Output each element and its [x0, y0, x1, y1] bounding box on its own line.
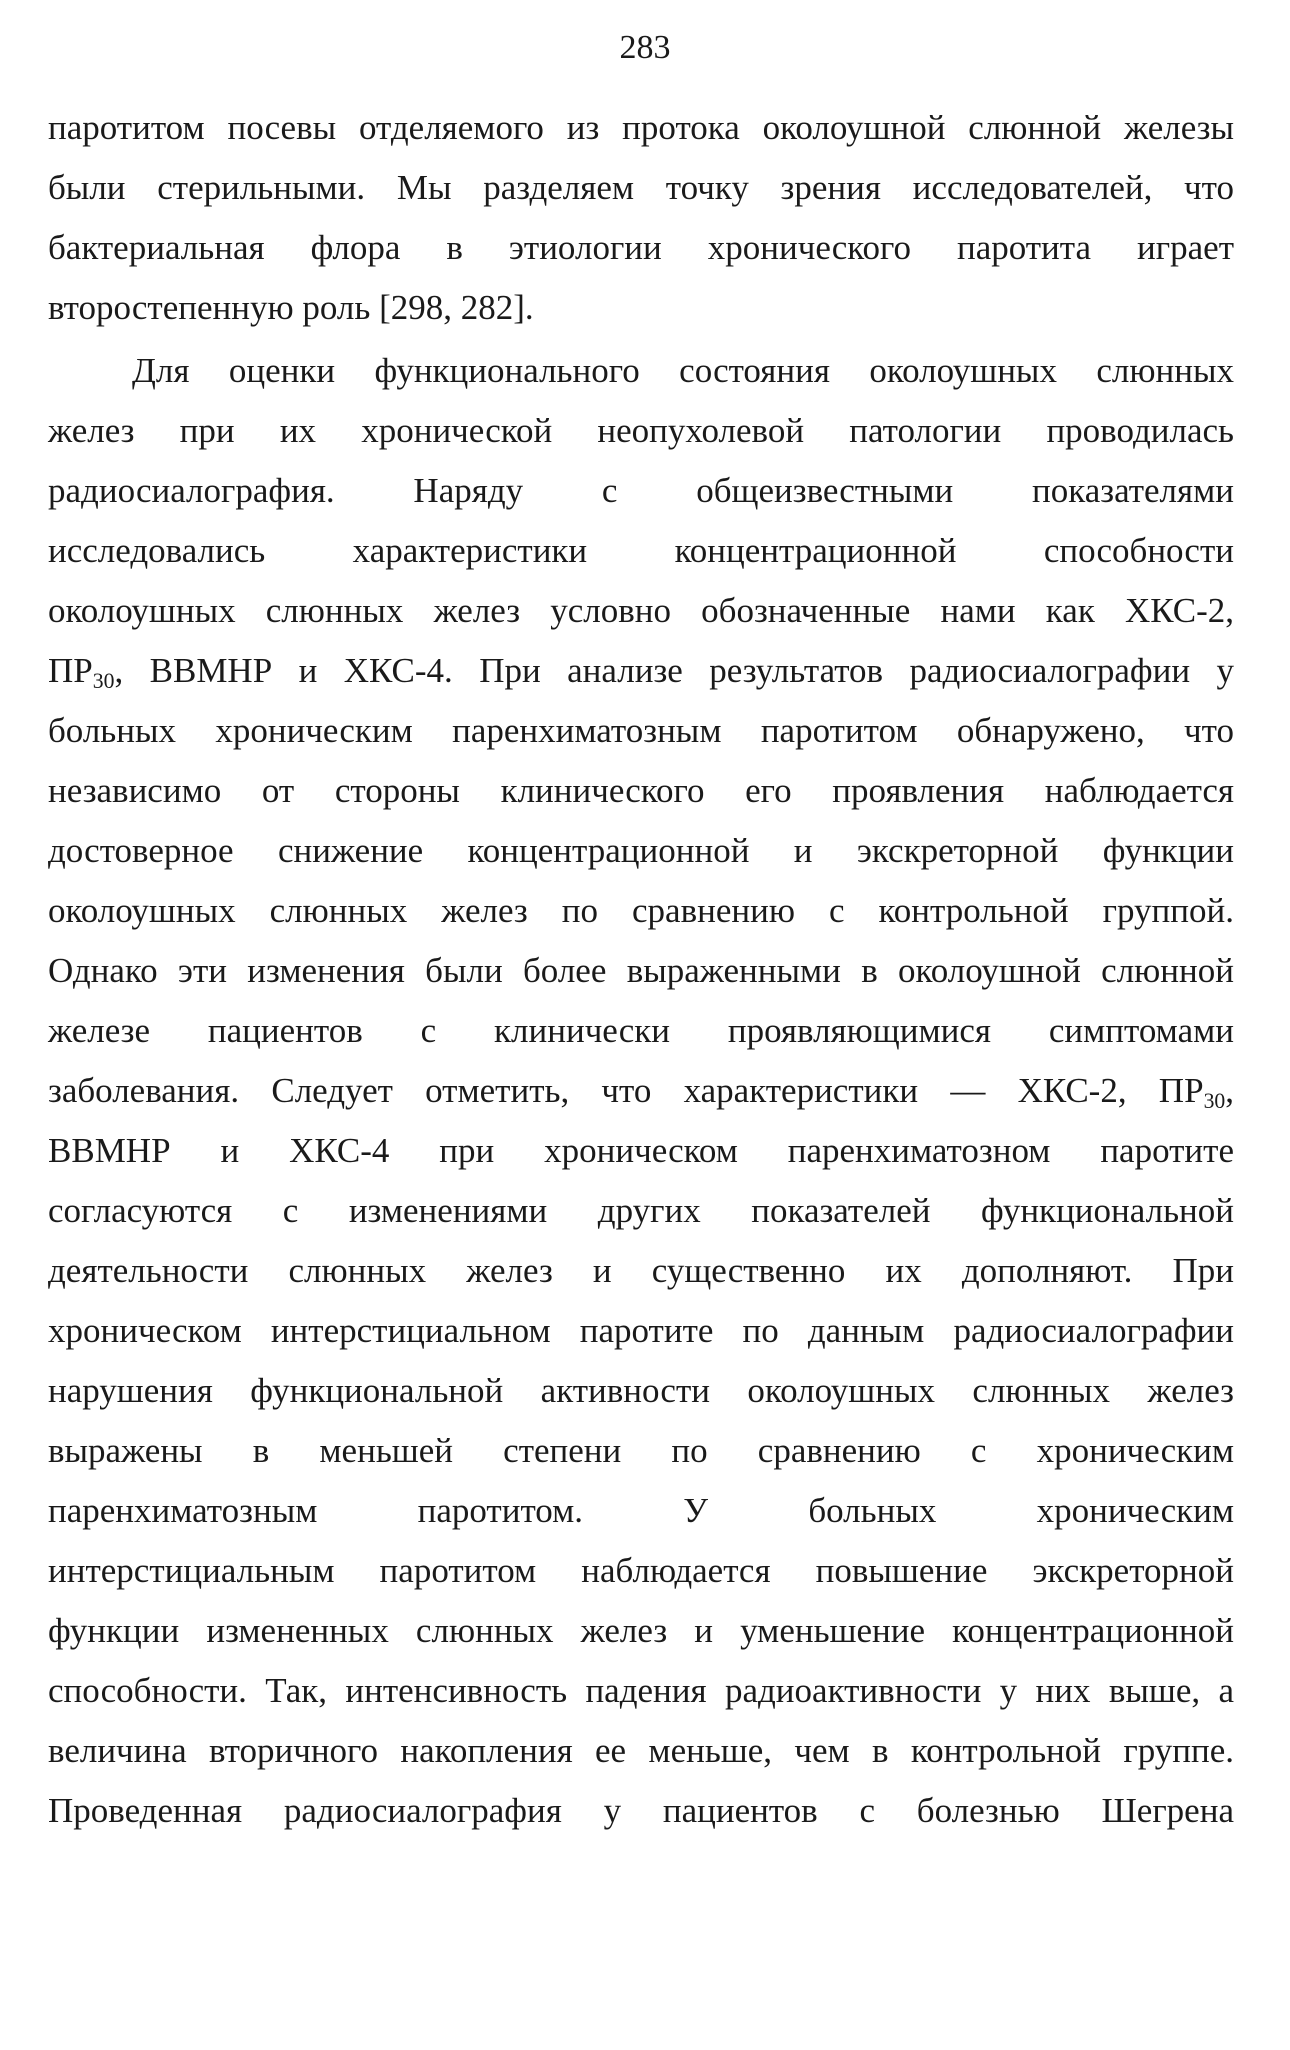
text-line: величина вторичного накопления ее меньше, чем в контрольной группе. [48, 1731, 1234, 1770]
text-line: железе пациентов с клинически проявляющимися симптомами [48, 1011, 1234, 1050]
text-line: деятельности слюнных желез и существенно их дополняют. При [48, 1251, 1234, 1290]
text-body [48, 98, 1234, 1841]
text-line: больных хроническим паренхиматозным паротитом обнаружено, что [48, 711, 1234, 750]
line-end: , [1225, 1071, 1234, 1110]
text-line: радиосиалография. Наряду с общеизвестными показателями [48, 471, 1234, 510]
text-line: ВВМНР и ХКС-4 при хроническом паренхиматозном паротите [48, 1131, 1234, 1170]
text-line: околоушных слюнных желез по сравнению с контрольной группой. [48, 891, 1234, 930]
text-line: выражены в меньшей степени по сравнению с хроническим [48, 1431, 1234, 1470]
text-line: исследовались характеристики концентрационной способности [48, 531, 1234, 570]
text-line: интерстициальным паротитом наблюдается повышение экскреторной [48, 1551, 1234, 1590]
text-line-with-subscript [48, 641, 1234, 701]
text-line: согласуются с изменениями других показателей функциональной [48, 1191, 1234, 1230]
text-line: паренхиматозным паротитом. У больных хроническим [48, 1491, 1234, 1530]
text-line: бактериальная флора в этиологии хронического паротита играет [48, 228, 1234, 267]
text-line: были стерильными. Мы разделяем точку зрения исследователей, что [48, 168, 1234, 207]
paragraph-2 [48, 341, 1234, 1841]
text-line: Проведенная радиосиалография у пациентов с болезнью Шегрена [48, 1791, 1234, 1830]
line-end: , ВВМНР и ХКС-4. При анализе результатов радиосиалографии у [114, 651, 1234, 690]
text-line: паротитом посевы отделяемого из протока околоушной слюнной железы [48, 108, 1234, 147]
text-line: Однако эти изменения были более выраженными в околоушной слюнной [48, 951, 1234, 990]
text-line: достоверное снижение концентрационной и экскреторной функции [48, 831, 1234, 870]
paragraph-1 [48, 98, 1234, 338]
text-line: способности. Так, интенсивность падения радиоактивности у них выше, а [48, 1671, 1234, 1710]
text-line-with-subscript [48, 1061, 1234, 1121]
text-line: околоушных слюнных желез условно обозначенные нами как ХКС-2, [48, 591, 1234, 630]
text-line: нарушения функциональной активности околоушных слюнных желез [48, 1371, 1234, 1410]
text-line: хроническом интерстициальном паротите по данным радиосиалографии [48, 1311, 1234, 1350]
subscript: 30 [92, 669, 115, 694]
page-number: 283 [619, 29, 671, 66]
text-line: функции измененных слюнных желез и уменьшение концентрационной [48, 1611, 1234, 1650]
subscript: 30 [1203, 1089, 1226, 1114]
text-line: независимо от стороны клинического его проявления наблюдается [48, 771, 1234, 810]
text-line: второстепенную роль [298, 282]. [48, 288, 534, 327]
line-start: ПР [48, 651, 93, 690]
text-line: Для оценки функционального состояния околоушных слюнных [132, 351, 1234, 390]
line-start: заболевания. Следует отметить, что характеристики — ХКС-2, ПР [48, 1071, 1204, 1110]
text-line: желез при их хронической неопухолевой патологии проводилась [48, 411, 1234, 450]
